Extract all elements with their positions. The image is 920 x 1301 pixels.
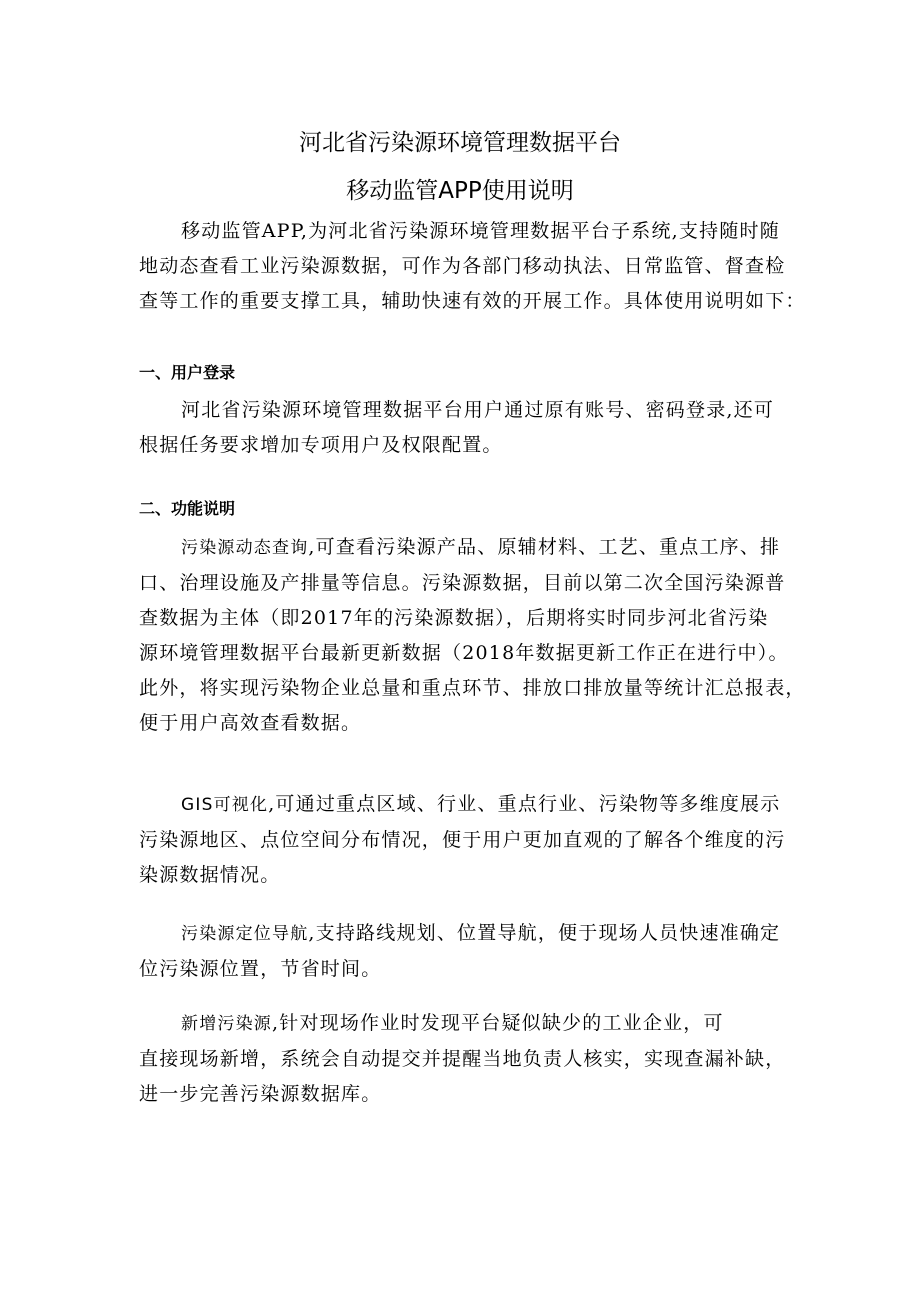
paragraph-first-line bbox=[139, 787, 789, 823]
paragraph-line: 此外，将实现污染物企业总量和重点环节、排放口排放量等统计汇总报表， bbox=[139, 677, 806, 699]
paragraph-first-line bbox=[139, 916, 789, 952]
paragraph-text: ,针对现场作业时发现平台疑似缺少的工业企业，可 bbox=[272, 1012, 724, 1034]
paragraph-text: ,可查看污染源产品、原辅材料、工艺、重点工序、排 bbox=[308, 536, 781, 558]
paragraph-first-line bbox=[139, 530, 789, 566]
intro-paragraph bbox=[139, 214, 806, 319]
section1-heading: 一、用户登录 bbox=[139, 363, 236, 382]
paragraph-first-line bbox=[139, 1006, 789, 1042]
feature-keyword: 污染源定位导航 bbox=[181, 924, 309, 944]
section1-line: 根据任务要求增加专项用户及权限配置。 bbox=[139, 434, 503, 456]
feature-new-source-paragraph bbox=[139, 1006, 789, 1112]
intro-line: 移动监管APP,为河北省污染源环境管理数据平台子系统,支持随时随 bbox=[181, 220, 780, 242]
feature-gis-paragraph bbox=[139, 787, 789, 893]
paragraph-line: 便于用户高效查看数据。 bbox=[139, 712, 362, 734]
paragraph-text: ,支持路线规划、位置导航，便于现场人员快速准确定 bbox=[308, 922, 781, 944]
feature-keyword: GIS可视化 bbox=[181, 795, 269, 815]
feature-navigation-paragraph bbox=[139, 916, 789, 987]
paragraph-line: 口、治理设施及产排量等信息。污染源数据，目前以第二次全国污染源普 bbox=[139, 572, 786, 594]
paragraph-line: 直接现场新增，系统会自动提交并提醒当地负责人核实，实现查漏补缺， bbox=[139, 1048, 786, 1070]
feature-keyword: 新增污染源 bbox=[181, 1014, 272, 1034]
document-title-line1: 河北省污染源环境管理数据平台 bbox=[299, 130, 621, 156]
paragraph-line: 污染源地区、点位空间分布情况，便于用户更加直观的了解各个维度的污 bbox=[139, 829, 786, 851]
section2-heading: 二、功能说明 bbox=[139, 499, 236, 518]
paragraph-line: 进一步完善污染源数据库。 bbox=[139, 1083, 382, 1105]
section1-line: 河北省污染源环境管理数据平台用户通过原有账号、密码登录,还可 bbox=[181, 399, 775, 421]
paragraph-line: 查数据为主体（即2017年的污染源数据），后期将实时同步河北省污染 bbox=[139, 607, 769, 629]
feature-dynamic-query-paragraph bbox=[139, 530, 806, 741]
intro-line: 地动态查看工业污染源数据，可作为各部门移动执法、日常监管、督查检 bbox=[139, 255, 786, 277]
section1-paragraph bbox=[139, 393, 789, 463]
intro-line: 查等工作的重要支撑工具，辅助快速有效的开展工作。具体使用说明如下： bbox=[139, 290, 806, 312]
paragraph-text: ,可通过重点区域、行业、重点行业、污染物等多维度展示 bbox=[268, 793, 781, 815]
feature-keyword: 污染源动态查询 bbox=[181, 538, 309, 558]
paragraph-line: 染源数据情况。 bbox=[139, 864, 281, 886]
paragraph-line: 源环境管理数据平台最新更新数据（2018年数据更新工作正在进行中）。 bbox=[139, 642, 789, 664]
document-title-line2: 移动监管APP使用说明 bbox=[346, 178, 574, 204]
paragraph-line: 位污染源位置，节省时间。 bbox=[139, 958, 382, 980]
